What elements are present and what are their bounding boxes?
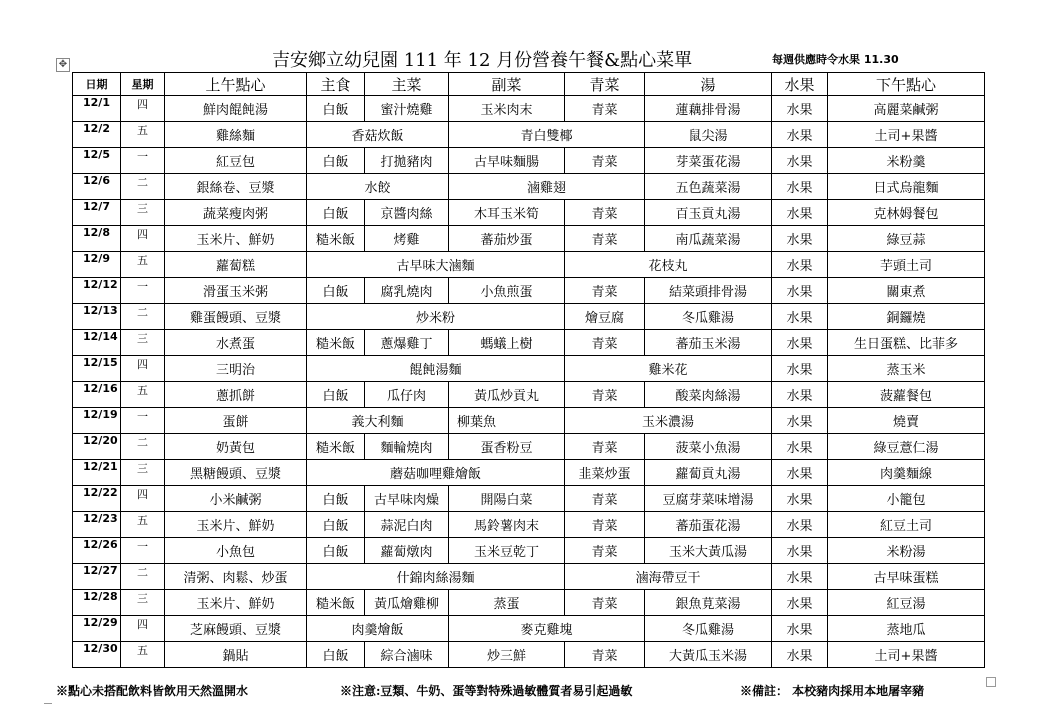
weekday-cell: 一: [121, 148, 165, 174]
table-row: [73, 200, 985, 226]
morning-snack-cell: 三明治: [165, 356, 307, 382]
weekday-cell: 四: [121, 486, 165, 512]
weekday-cell: 一: [121, 408, 165, 434]
combined-main-cell: 肉羹燴飯: [307, 616, 449, 642]
table-row: [73, 564, 985, 590]
morning-snack-cell: 玉米片、鮮奶: [165, 512, 307, 538]
combined-side-cell: 青白雙椰: [449, 122, 645, 148]
main-dish-cell: 綜合滷味: [365, 642, 449, 668]
staple-cell: 白飯: [307, 96, 365, 122]
main-dish-cell: 腐乳燒肉: [365, 278, 449, 304]
combined-main-cell: 義大利麵: [307, 408, 449, 434]
afternoon-snack-cell: 高麗菜鹹粥: [828, 96, 985, 122]
morning-snack-cell: 黑糖饅頭、豆漿: [165, 460, 307, 486]
morning-snack-cell: 清粥、肉鬆、炒蛋: [165, 564, 307, 590]
vegetable-cell: 青菜: [565, 590, 645, 616]
afternoon-snack-cell: 小籠包: [828, 486, 985, 512]
table-row: [73, 486, 985, 512]
morning-snack-cell: 雞蛋饅頭、豆漿: [165, 304, 307, 330]
afternoon-snack-cell: 綠豆蒜: [828, 226, 985, 252]
side-dish-cell: 玉米豆乾丁: [449, 538, 565, 564]
date-cell: 12/1: [73, 96, 121, 122]
date-cell: 12/30: [73, 642, 121, 668]
fruit-cell: 水果: [772, 330, 828, 356]
vegetable-cell: 青菜: [565, 200, 645, 226]
fruit-cell: 水果: [772, 590, 828, 616]
combined-main-cell: 古早味大滷麵: [307, 252, 565, 278]
table-row: [73, 304, 985, 330]
fruit-cell: 水果: [772, 174, 828, 200]
morning-snack-cell: 小魚包: [165, 538, 307, 564]
morning-snack-cell: 紅豆包: [165, 148, 307, 174]
morning-snack-cell: 蔬菜瘦肉粥: [165, 200, 307, 226]
fruit-cell: 水果: [772, 304, 828, 330]
combined-main-cell: 餛飩湯麵: [307, 356, 565, 382]
col-header-main-dish: 主菜: [365, 73, 449, 96]
col-header-side-dish: 副菜: [449, 73, 565, 96]
soup-cell: 銀魚莧菜湯: [645, 590, 772, 616]
weekday-cell: 一: [121, 278, 165, 304]
weekday-cell: 五: [121, 512, 165, 538]
side-dish-cell: 柳葉魚: [449, 408, 565, 434]
col-header-soup: 湯: [645, 73, 772, 96]
vegetable-cell: 青菜: [565, 382, 645, 408]
staple-cell: 白飯: [307, 382, 365, 408]
table-move-handle-icon[interactable]: ✥: [56, 58, 70, 72]
weekday-cell: 五: [121, 642, 165, 668]
table-row: [73, 226, 985, 252]
date-cell: 12/29: [73, 616, 121, 642]
afternoon-snack-cell: 蒸地瓜: [828, 616, 985, 642]
staple-cell: 白飯: [307, 278, 365, 304]
main-dish-cell: 黃瓜燴雞柳: [365, 590, 449, 616]
table-row: [73, 434, 985, 460]
fruit-cell: 水果: [772, 642, 828, 668]
afternoon-snack-cell: 克林姆餐包: [828, 200, 985, 226]
afternoon-snack-cell: 燒賣: [828, 408, 985, 434]
table-row: [73, 642, 985, 668]
morning-snack-cell: 鍋貼: [165, 642, 307, 668]
fruit-cell: 水果: [772, 356, 828, 382]
main-dish-cell: 蒜泥白肉: [365, 512, 449, 538]
col-header-staple: 主食: [307, 73, 365, 96]
weekday-cell: 五: [121, 122, 165, 148]
morning-snack-cell: 水煮蛋: [165, 330, 307, 356]
fruit-note: 每週供應時令水果 11.30: [772, 53, 899, 66]
afternoon-snack-cell: 菠蘿餐包: [828, 382, 985, 408]
side-dish-cell: 木耳玉米筍: [449, 200, 565, 226]
date-cell: 12/13: [73, 304, 121, 330]
combined-main-cell: 炒米粉: [307, 304, 565, 330]
table-row: [73, 174, 985, 200]
table-row: [73, 252, 985, 278]
soup-cell: 蕃茄蛋花湯: [645, 512, 772, 538]
soup-cell: 結菜頭排骨湯: [645, 278, 772, 304]
date-cell: 12/27: [73, 564, 121, 590]
combined-side-cell: 花枝丸: [565, 252, 772, 278]
morning-snack-cell: 小米鹹粥: [165, 486, 307, 512]
footnote-allergy: ※注意:豆類、牛奶、蛋等對特殊過敏體質者易引起過敏: [340, 684, 633, 698]
soup-cell: 豆腐芽菜味增湯: [645, 486, 772, 512]
combined-side-cell: 麥克雞塊: [449, 616, 645, 642]
soup-cell: 蓮藕排骨湯: [645, 96, 772, 122]
fruit-cell: 水果: [772, 148, 828, 174]
table-row: [73, 382, 985, 408]
date-cell: 12/22: [73, 486, 121, 512]
soup-cell: 大黃瓜玉米湯: [645, 642, 772, 668]
table-row: [73, 538, 985, 564]
main-dish-cell: 蜜汁燒雞: [365, 96, 449, 122]
vegetable-cell: 青菜: [565, 434, 645, 460]
main-dish-cell: 蘿蔔燉肉: [365, 538, 449, 564]
morning-snack-cell: 滑蛋玉米粥: [165, 278, 307, 304]
afternoon-snack-cell: 米粉羹: [828, 148, 985, 174]
divider: [44, 703, 52, 704]
weekday-cell: 二: [121, 434, 165, 460]
combined-side-cell: 滷雞翅: [449, 174, 645, 200]
menu-table: [72, 72, 985, 668]
afternoon-snack-cell: 關東煮: [828, 278, 985, 304]
table-row: [73, 148, 985, 174]
weekday-cell: 一: [121, 538, 165, 564]
header-row: [73, 73, 985, 96]
staple-cell: 糙米飯: [307, 226, 365, 252]
morning-snack-cell: 鮮肉餛飩湯: [165, 96, 307, 122]
staple-cell: 白飯: [307, 538, 365, 564]
vegetable-cell: 燴豆腐: [565, 304, 645, 330]
afternoon-snack-cell: 紅豆湯: [828, 590, 985, 616]
date-cell: 12/12: [73, 278, 121, 304]
date-cell: 12/15: [73, 356, 121, 382]
date-cell: 12/28: [73, 590, 121, 616]
soup-cell: 芽菜蛋花湯: [645, 148, 772, 174]
soup-cell: 蘿蔔貢丸湯: [645, 460, 772, 486]
afternoon-snack-cell: 銅鑼燒: [828, 304, 985, 330]
vegetable-cell: 青菜: [565, 512, 645, 538]
side-dish-cell: 螞蟻上樹: [449, 330, 565, 356]
vegetable-cell: 青菜: [565, 538, 645, 564]
col-header-vegetable: 青菜: [565, 73, 645, 96]
fruit-cell: 水果: [772, 122, 828, 148]
footnote-water: ※點心未搭配飲料皆飲用天然溫開水: [56, 684, 249, 698]
morning-snack-cell: 銀絲卷、豆漿: [165, 174, 307, 200]
weekday-cell: 四: [121, 226, 165, 252]
vegetable-cell: 青菜: [565, 226, 645, 252]
soup-cell: 南瓜蔬菜湯: [645, 226, 772, 252]
soup-cell: 百玉貢丸湯: [645, 200, 772, 226]
weekday-cell: 四: [121, 96, 165, 122]
date-cell: 12/7: [73, 200, 121, 226]
main-dish-cell: 打拋豬肉: [365, 148, 449, 174]
fruit-cell: 水果: [772, 616, 828, 642]
soup-cell: 玉米大黃瓜湯: [645, 538, 772, 564]
date-cell: 12/21: [73, 460, 121, 486]
staple-cell: 糙米飯: [307, 434, 365, 460]
soup-cell: 五色蔬菜湯: [645, 174, 772, 200]
morning-snack-cell: 蘿蔔糕: [165, 252, 307, 278]
soup-cell: 菠菜小魚湯: [645, 434, 772, 460]
afternoon-snack-cell: 肉羹麵線: [828, 460, 985, 486]
vegetable-cell: 青菜: [565, 330, 645, 356]
date-cell: 12/19: [73, 408, 121, 434]
morning-snack-cell: 芝麻饅頭、豆漿: [165, 616, 307, 642]
combined-side-cell: 滷海帶豆干: [565, 564, 772, 590]
afternoon-snack-cell: 紅豆土司: [828, 512, 985, 538]
date-cell: 12/26: [73, 538, 121, 564]
vegetable-cell: 青菜: [565, 148, 645, 174]
fruit-cell: 水果: [772, 512, 828, 538]
vegetable-cell: 青菜: [565, 642, 645, 668]
weekday-cell: 二: [121, 174, 165, 200]
table-row: [73, 512, 985, 538]
fruit-cell: 水果: [772, 252, 828, 278]
date-cell: 12/9: [73, 252, 121, 278]
fruit-cell: 水果: [772, 564, 828, 590]
combined-side-cell: 雞米花: [565, 356, 772, 382]
fruit-cell: 水果: [772, 382, 828, 408]
vegetable-cell: 韭菜炒蛋: [565, 460, 645, 486]
weekday-cell: 二: [121, 564, 165, 590]
weekday-cell: 三: [121, 460, 165, 486]
afternoon-snack-cell: 古早味蛋糕: [828, 564, 985, 590]
morning-snack-cell: 玉米片、鮮奶: [165, 226, 307, 252]
weekday-cell: 五: [121, 252, 165, 278]
table-resize-handle-icon[interactable]: [986, 677, 996, 687]
staple-cell: 白飯: [307, 512, 365, 538]
afternoon-snack-cell: 綠豆薏仁湯: [828, 434, 985, 460]
weekday-cell: 二: [121, 304, 165, 330]
soup-cell: 酸菜肉絲湯: [645, 382, 772, 408]
date-cell: 12/8: [73, 226, 121, 252]
morning-snack-cell: 雞絲麵: [165, 122, 307, 148]
date-cell: 12/6: [73, 174, 121, 200]
combined-main-cell: 香菇炊飯: [307, 122, 449, 148]
side-dish-cell: 炒三鮮: [449, 642, 565, 668]
weekday-cell: 三: [121, 590, 165, 616]
staple-cell: 白飯: [307, 200, 365, 226]
col-header-date: 日期: [73, 73, 121, 96]
staple-cell: 白飯: [307, 642, 365, 668]
date-cell: 12/5: [73, 148, 121, 174]
table-row: [73, 278, 985, 304]
soup-cell: 冬瓜雞湯: [645, 304, 772, 330]
date-cell: 12/23: [73, 512, 121, 538]
date-cell: 12/20: [73, 434, 121, 460]
footnote-pork: ※備註： 本校豬肉採用本地屠宰豬: [740, 684, 925, 698]
vegetable-cell: 青菜: [565, 486, 645, 512]
table-row: [73, 460, 985, 486]
col-header-fruit: 水果: [772, 73, 828, 96]
main-dish-cell: 蔥爆雞丁: [365, 330, 449, 356]
col-header-morning-snack: 上午點心: [165, 73, 307, 96]
fruit-cell: 水果: [772, 408, 828, 434]
side-dish-cell: 馬鈴薯肉末: [449, 512, 565, 538]
soup-cell: 鼠尖湯: [645, 122, 772, 148]
morning-snack-cell: 玉米片、鮮奶: [165, 590, 307, 616]
fruit-cell: 水果: [772, 434, 828, 460]
afternoon-snack-cell: 土司+果醬: [828, 122, 985, 148]
weekday-cell: 五: [121, 382, 165, 408]
fruit-cell: 水果: [772, 538, 828, 564]
main-dish-cell: 古早味肉燥: [365, 486, 449, 512]
soup-cell: 冬瓜雞湯: [645, 616, 772, 642]
staple-cell: 白飯: [307, 486, 365, 512]
vegetable-cell: 青菜: [565, 278, 645, 304]
afternoon-snack-cell: 日式烏龍麵: [828, 174, 985, 200]
combined-main-cell: 蘑菇咖哩雞燴飯: [307, 460, 565, 486]
combined-main-cell: 水餃: [307, 174, 449, 200]
side-dish-cell: 蛋香粉豆: [449, 434, 565, 460]
main-dish-cell: 麵輪燒肉: [365, 434, 449, 460]
side-dish-cell: 蒸蛋: [449, 590, 565, 616]
soup-cell: 蕃茄玉米湯: [645, 330, 772, 356]
staple-cell: 糙米飯: [307, 590, 365, 616]
morning-snack-cell: 蔥抓餅: [165, 382, 307, 408]
table-row: [73, 616, 985, 642]
weekday-cell: 四: [121, 616, 165, 642]
combined-side-cell: 玉米濃湯: [565, 408, 772, 434]
weekday-cell: 三: [121, 200, 165, 226]
col-header-weekday: 星期: [121, 73, 165, 96]
staple-cell: 白飯: [307, 148, 365, 174]
page-title: 吉安鄉立幼兒園 111 年 12 月份營養午餐&點心菜單: [272, 50, 693, 71]
fruit-cell: 水果: [772, 460, 828, 486]
weekday-cell: 四: [121, 356, 165, 382]
main-dish-cell: 烤雞: [365, 226, 449, 252]
side-dish-cell: 古早味麵腸: [449, 148, 565, 174]
date-cell: 12/16: [73, 382, 121, 408]
side-dish-cell: 開陽白菜: [449, 486, 565, 512]
afternoon-snack-cell: 生日蛋糕、比菲多: [828, 330, 985, 356]
morning-snack-cell: 蛋餅: [165, 408, 307, 434]
staple-cell: 糙米飯: [307, 330, 365, 356]
weekday-cell: 三: [121, 330, 165, 356]
afternoon-snack-cell: 土司+果醬: [828, 642, 985, 668]
afternoon-snack-cell: 蒸玉米: [828, 356, 985, 382]
side-dish-cell: 黃瓜炒貢丸: [449, 382, 565, 408]
table-row: [73, 96, 985, 122]
fruit-cell: 水果: [772, 278, 828, 304]
combined-main-cell: 什錦肉絲湯麵: [307, 564, 565, 590]
morning-snack-cell: 奶黃包: [165, 434, 307, 460]
footer-notes: [56, 682, 986, 702]
page-header: [0, 46, 1040, 72]
side-dish-cell: 小魚煎蛋: [449, 278, 565, 304]
table-row: [73, 590, 985, 616]
side-dish-cell: 蕃茄炒蛋: [449, 226, 565, 252]
date-cell: 12/14: [73, 330, 121, 356]
table-row: [73, 356, 985, 382]
table-row: [73, 122, 985, 148]
table-row: [73, 330, 985, 356]
vegetable-cell: 青菜: [565, 96, 645, 122]
afternoon-snack-cell: 芋頭土司: [828, 252, 985, 278]
afternoon-snack-cell: 米粉湯: [828, 538, 985, 564]
table-row: [73, 408, 985, 434]
main-dish-cell: 瓜仔肉: [365, 382, 449, 408]
date-cell: 12/2: [73, 122, 121, 148]
col-header-afternoon-snack: 下午點心: [828, 73, 985, 96]
fruit-cell: 水果: [772, 96, 828, 122]
fruit-cell: 水果: [772, 200, 828, 226]
fruit-cell: 水果: [772, 486, 828, 512]
fruit-cell: 水果: [772, 226, 828, 252]
side-dish-cell: 玉米肉末: [449, 96, 565, 122]
main-dish-cell: 京醬肉絲: [365, 200, 449, 226]
